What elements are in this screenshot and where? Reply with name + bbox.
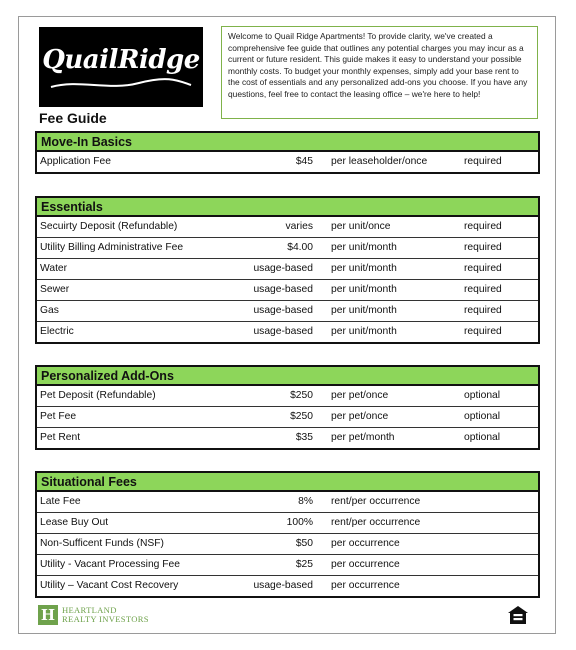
section-essentials	[35, 196, 540, 344]
fee-unit: per occurrence	[331, 559, 400, 570]
brand-line-1: HEARTLAND	[62, 604, 117, 615]
logo-text: QuailRidge	[42, 45, 200, 75]
table-row	[37, 576, 538, 596]
fee-name: Non-Sufficent Funds (NSF)	[40, 538, 164, 549]
fee-amount: varies	[285, 221, 313, 232]
fee-name: Utility – Vacant Cost Recovery	[40, 580, 179, 591]
section-header: Personalized Add-Ons	[35, 365, 540, 386]
fee-requirement: required	[464, 284, 502, 295]
section-header: Essentials	[35, 196, 540, 217]
fee-name: Application Fee	[40, 156, 111, 167]
section-table	[35, 386, 540, 450]
fee-unit: per occurrence	[331, 538, 400, 549]
fee-unit: per unit/month	[331, 263, 397, 274]
fee-unit: per pet/once	[331, 411, 389, 422]
fee-amount: $45	[295, 156, 313, 167]
fee-requirement: optional	[464, 411, 501, 422]
fee-amount: $25	[295, 559, 313, 570]
fee-requirement: required	[464, 263, 502, 274]
fee-amount: usage-based	[253, 284, 313, 295]
table-row	[37, 238, 538, 259]
fee-amount: $4.00	[287, 242, 313, 253]
heartland-mark: H	[38, 605, 58, 625]
table-row	[37, 280, 538, 301]
heartland-logo	[38, 604, 149, 626]
fee-unit: rent/per occurrence	[331, 517, 421, 528]
table-row	[37, 534, 538, 555]
fee-amount: 100%	[286, 517, 313, 528]
fee-unit: per unit/month	[331, 242, 397, 253]
fee-unit: per pet/once	[331, 390, 389, 401]
section-header: Move-In Basics	[35, 131, 540, 152]
table-row	[37, 259, 538, 280]
fee-requirement: required	[464, 221, 502, 232]
fee-name: Pet Rent	[40, 432, 81, 443]
table-row	[37, 217, 538, 238]
fee-requirement: required	[464, 156, 502, 167]
table-row	[37, 301, 538, 322]
section-table	[35, 152, 540, 174]
fee-amount: $250	[290, 390, 313, 401]
fee-name: Late Fee	[40, 496, 81, 507]
fee-unit: per unit/month	[331, 284, 397, 295]
fee-requirement: optional	[464, 390, 501, 401]
fee-requirement: optional	[464, 432, 501, 443]
table-row	[37, 407, 538, 428]
fee-unit: per unit/month	[331, 305, 397, 316]
table-row	[37, 428, 538, 448]
section-personalized-add-ons	[35, 365, 540, 450]
fee-name: Gas	[40, 305, 59, 316]
fee-unit: per unit/month	[331, 326, 397, 337]
section-table	[35, 492, 540, 598]
fee-amount: usage-based	[253, 263, 313, 274]
section-header: Situational Fees	[35, 471, 540, 492]
fee-unit: per pet/month	[331, 432, 395, 443]
quail-ridge-logo	[39, 27, 203, 107]
fee-amount: $250	[290, 411, 313, 422]
table-row	[37, 492, 538, 513]
brand-line-2: REALTY INVESTORS	[62, 614, 149, 624]
table-row	[37, 513, 538, 534]
logo-swoosh-icon	[49, 77, 193, 93]
page-title: Fee Guide	[39, 110, 107, 126]
fee-amount: usage-based	[253, 326, 313, 337]
fee-amount: 8%	[298, 496, 313, 507]
section-situational-fees	[35, 471, 540, 598]
fee-name: Secuirty Deposit (Refundable)	[40, 221, 178, 232]
fee-amount: $35	[295, 432, 313, 443]
fee-name: Pet Fee	[40, 411, 77, 422]
fee-name: Utility - Vacant Processing Fee	[40, 559, 181, 570]
fee-requirement: required	[464, 242, 502, 253]
fee-name: Sewer	[40, 284, 70, 295]
fee-unit: per unit/once	[331, 221, 391, 232]
table-row	[37, 152, 538, 172]
fee-amount: $50	[295, 538, 313, 549]
fee-name: Water	[40, 263, 68, 274]
table-row	[37, 322, 538, 342]
fee-name: Electric	[40, 326, 74, 337]
fee-name: Utility Billing Administrative Fee	[40, 242, 184, 253]
fee-unit: rent/per occurrence	[331, 496, 421, 507]
equal-housing-opportunity-icon	[507, 605, 529, 625]
fee-requirement: required	[464, 305, 502, 316]
fee-amount: usage-based	[253, 580, 313, 591]
section-move-in-basics	[35, 131, 540, 174]
fee-name: Lease Buy Out	[40, 517, 109, 528]
fee-requirement: required	[464, 326, 502, 337]
fee-unit: per leaseholder/once	[331, 156, 428, 167]
table-row	[37, 386, 538, 407]
intro-text-box: Welcome to Quail Ridge Apartments! To provide clarity, we've created a comprehensive fee guide that outlines any potential charges you may incur as a current or future resident. This guide makes it easy to understand your possible monthly costs. To budget your monthly expenses, simply add your base rent to the cost of essentials and any personalized add-ons you choose. If you have any questions, feel free to contact the leasing office – we're here to help!	[221, 26, 538, 119]
heartland-wordmark	[62, 606, 149, 625]
fee-amount: usage-based	[253, 305, 313, 316]
table-row	[37, 555, 538, 576]
fee-name: Pet Deposit (Refundable)	[40, 390, 156, 401]
fee-unit: per occurrence	[331, 580, 400, 591]
section-table	[35, 217, 540, 344]
